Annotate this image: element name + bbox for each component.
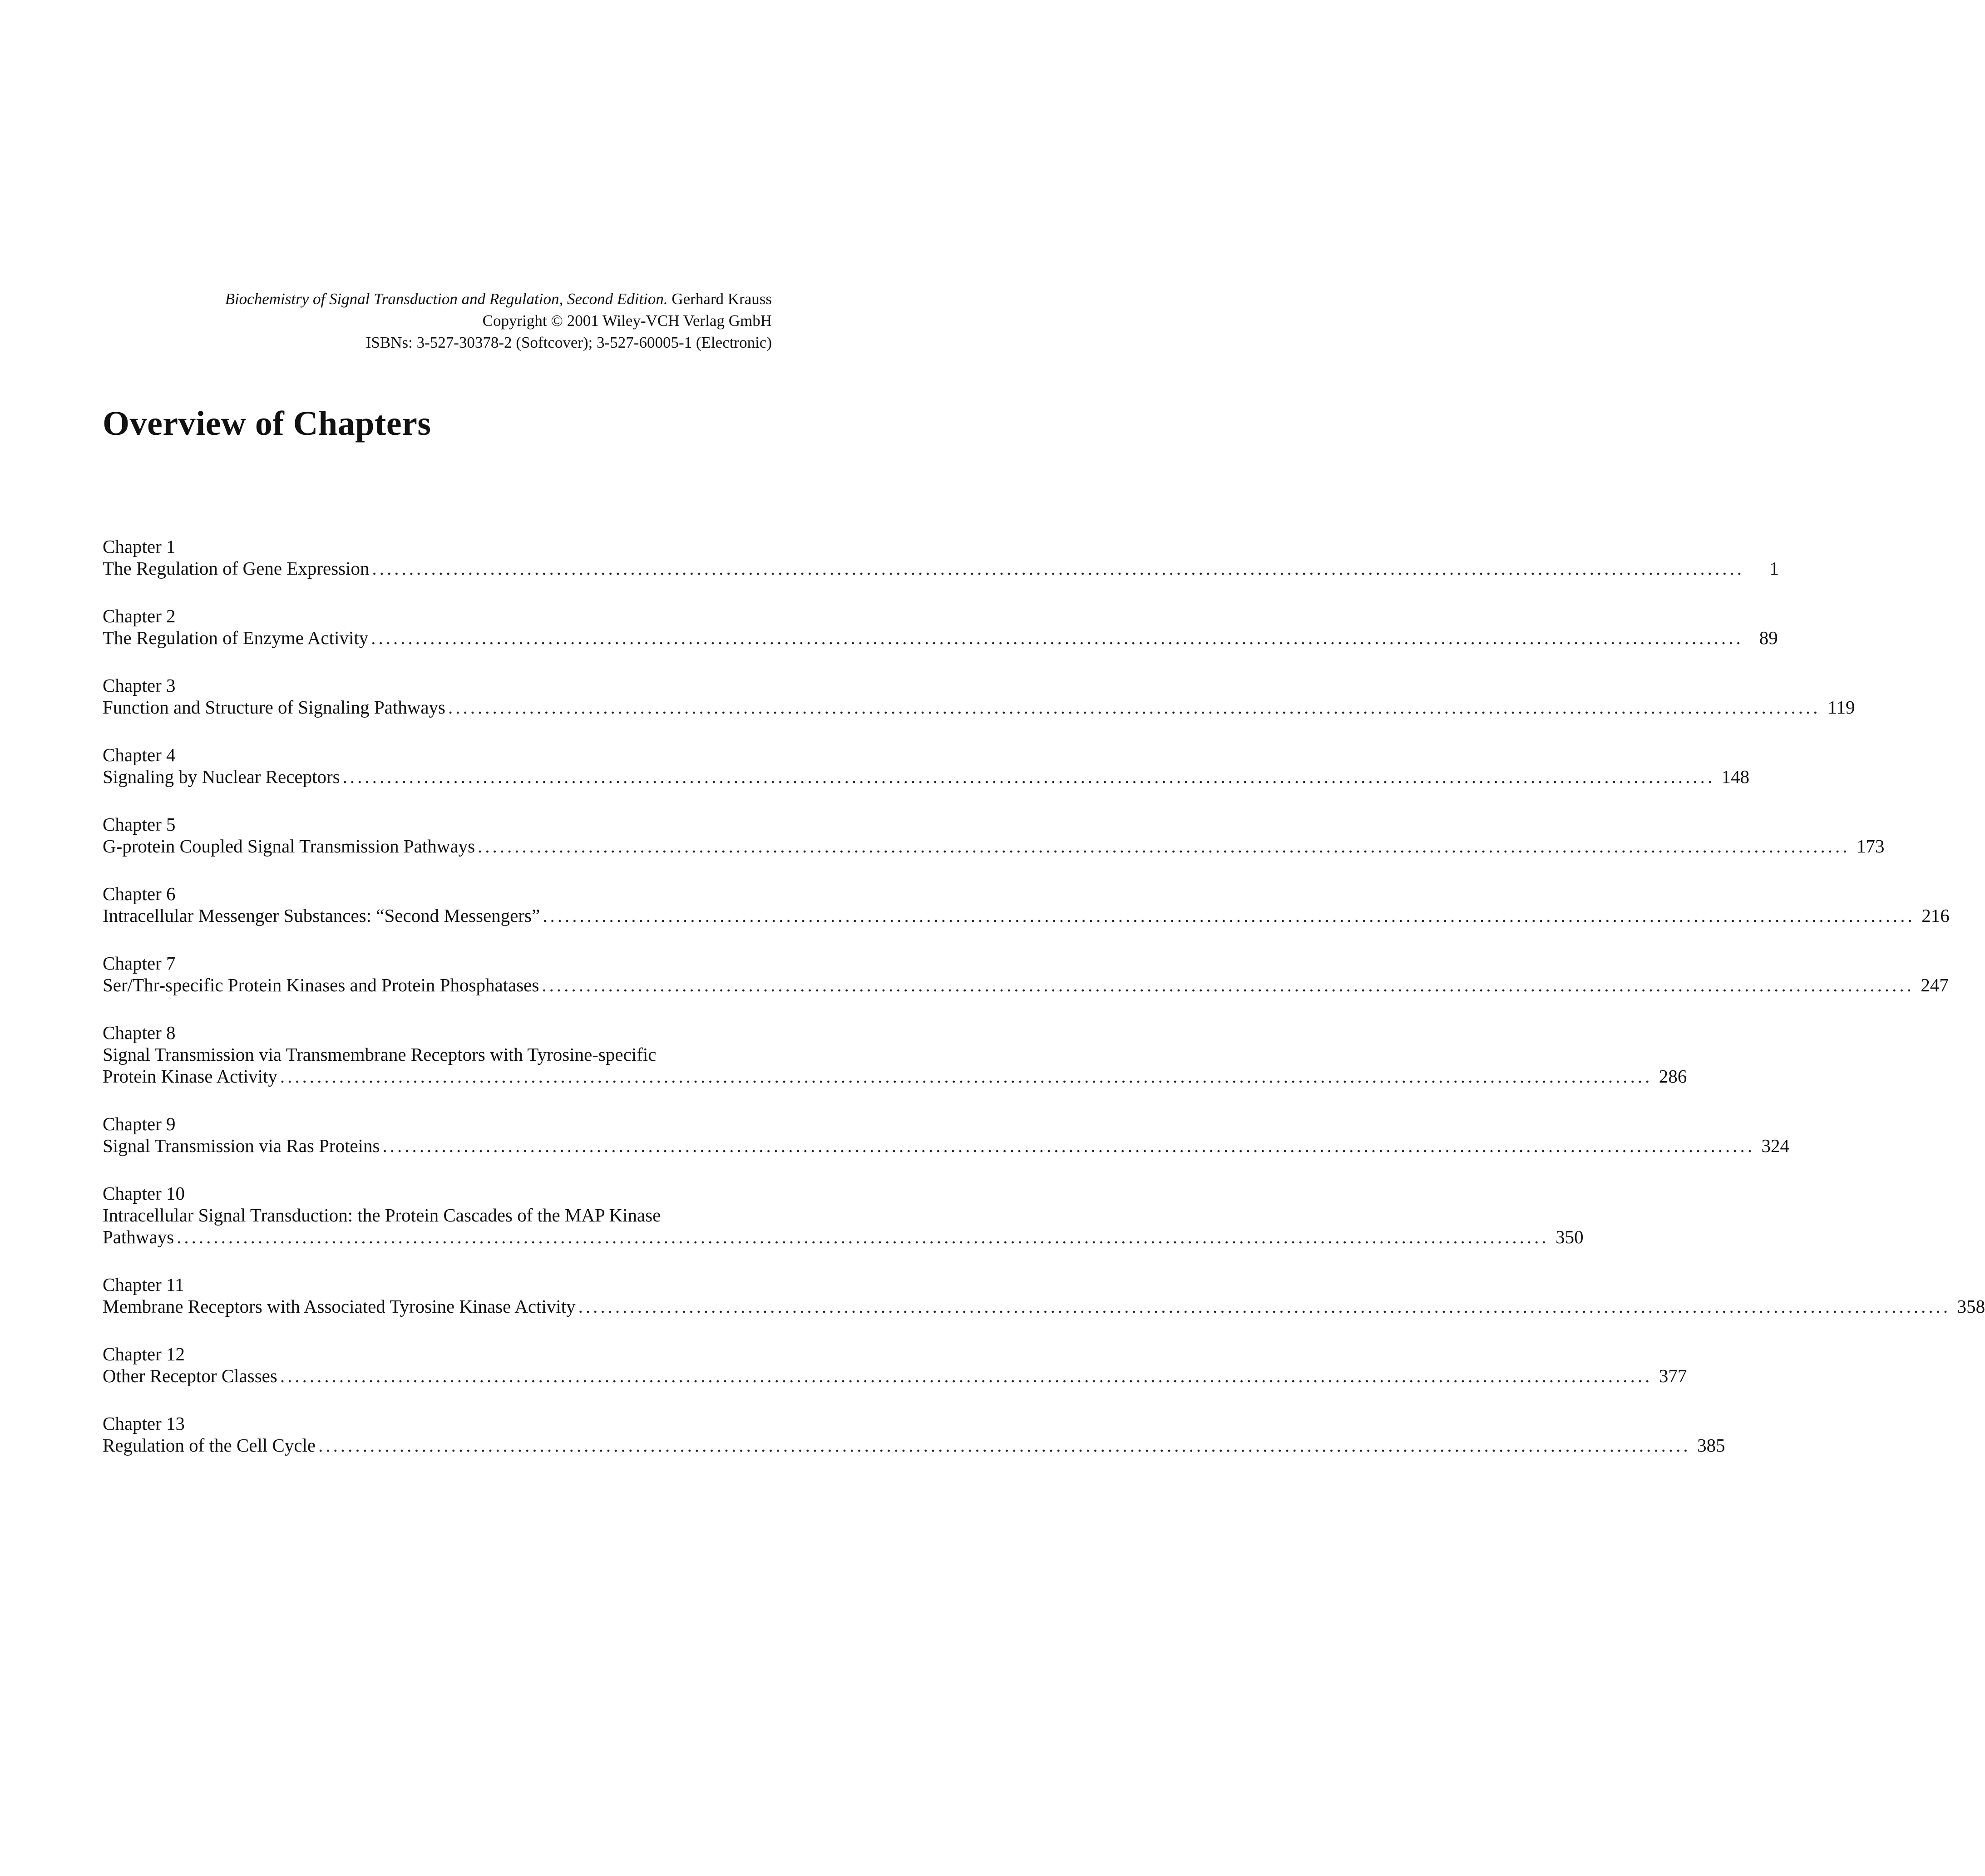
isbn-line: ISBNs: 3-527-30378-2 (Softcover); 3-527-60005-1 (Electronic) [365,334,772,351]
dot-leader: .......................................................................................................................................................................................... [372,558,1745,579]
toc-line [103,627,1778,649]
dot-leader: .......................................................................................................................................................................................... [542,975,1914,995]
book-title: Biochemistry of Signal Transduction and Regulation, Second Edition. [225,290,668,308]
page-number: 350 [1555,1226,1584,1247]
page-number: 324 [1761,1135,1790,1156]
chapter-label: Chapter 1 [103,536,176,557]
toc-entry-chapter-6 [103,883,1950,952]
toc-line [103,1434,1725,1456]
toc-entry-chapter-3 [103,675,1855,744]
chapter-title-line-2: Pathways [103,1226,174,1247]
toc-line [103,1365,1687,1387]
toc-line [103,557,1779,579]
toc-line [103,696,1855,718]
toc-entry-chapter-2 [103,605,1778,675]
dot-leader: .......................................................................................................................................................................................... [177,1226,1549,1247]
chapter-title: Function and Structure of Signaling Pathways [103,697,445,718]
chapter-title: G-protein Coupled Signal Transmission Pathways [103,836,475,857]
dot-leader: .......................................................................................................................................................................................... [382,1135,1755,1156]
toc-entry-chapter-12 [103,1343,1687,1413]
chapter-label: Chapter 7 [103,953,176,974]
page-number: 358 [1957,1296,1985,1317]
page-number: 377 [1659,1365,1687,1386]
toc-entry-chapter-5 [103,813,1885,883]
dot-leader: .......................................................................................................................................................................................... [371,627,1743,648]
toc-line [103,1135,1790,1157]
chapter-label: Chapter 6 [103,883,176,904]
chapter-title: Intracellular Messenger Substances: “Second Messengers” [103,905,540,926]
chapter-label: Chapter 10 [103,1183,185,1204]
chapter-title: Signaling by Nuclear Receptors [103,766,340,787]
toc-entry-chapter-7 [103,952,1949,1022]
dot-leader: .......................................................................................................................................................................................... [478,836,1850,857]
chapter-title: Signal Transmission via Ras Proteins [103,1135,380,1156]
chapter-label: Chapter 5 [103,814,176,835]
toc-entry-chapter-10 [103,1182,1584,1274]
chapter-title: Regulation of the Cell Cycle [103,1435,316,1456]
dot-leader: .......................................................................................................................................................................................... [280,1365,1653,1386]
dot-leader: .......................................................................................................................................................................................... [543,905,1915,926]
dot-leader: .......................................................................................................................................................................................... [448,697,1821,718]
chapter-title: The Regulation of Gene Expression [103,558,370,579]
header-title-line [209,288,772,310]
page-number: 119 [1827,697,1855,718]
toc-line [103,1065,1687,1087]
chapter-title-line-1: Signal Transmission via Transmembrane Receptors with Tyrosine-specific [103,1044,657,1065]
dot-leader: .......................................................................................................................................................................................... [318,1435,1691,1456]
page-number: 385 [1697,1435,1725,1456]
page-number: 148 [1721,766,1750,787]
toc-line [103,766,1750,788]
toc-entry-chapter-9 [103,1113,1790,1182]
toc-entry-chapter-4 [103,744,1750,813]
book-header [209,288,772,354]
chapter-label: Chapter 3 [103,675,176,696]
chapter-title-line-1: Intracellular Signal Transduction: the Protein Cascades of the MAP Kinase [103,1205,661,1226]
toc-entry-chapter-1 [103,536,1779,605]
dot-leader: .......................................................................................................................................................................................... [578,1296,1951,1317]
toc-line [103,835,1885,857]
page-number: 286 [1659,1066,1687,1087]
page-number: 89 [1759,627,1778,648]
chapter-label: Chapter 9 [103,1113,176,1134]
page-number: 247 [1921,975,1949,995]
toc-line [103,1295,1985,1317]
chapter-label: Chapter 13 [103,1413,185,1434]
page-number: 1 [1769,558,1779,579]
copyright-line: Copyright © 2001 Wiley-VCH Verlag GmbH [482,312,772,330]
toc-line [103,905,1950,926]
chapter-title: Ser/Thr-specific Protein Kinases and Protein Phosphatases [103,975,539,995]
dot-leader: .......................................................................................................................................................................................... [342,766,1715,787]
chapter-label: Chapter 4 [103,744,176,765]
author-name: Gerhard Krauss [672,290,772,308]
chapter-label: Chapter 11 [103,1274,184,1295]
toc-entry-chapter-8 [103,1022,1687,1113]
page-number: 216 [1921,905,1950,926]
chapter-label: Chapter 12 [103,1344,185,1364]
chapter-title: Membrane Receptors with Associated Tyrosine Kinase Activity [103,1296,576,1317]
page-number: 173 [1857,836,1885,857]
toc-entry-chapter-11 [103,1274,1985,1343]
page-title: Overview of Chapters [103,404,431,443]
chapter-label: Chapter 2 [103,606,176,626]
toc-line [103,1226,1584,1248]
toc-line [103,974,1949,996]
chapter-title: Other Receptor Classes [103,1365,277,1386]
chapter-title-line-2: Protein Kinase Activity [103,1066,277,1087]
dot-leader: .......................................................................................................................................................................................... [280,1066,1653,1087]
toc-entry-chapter-13 [103,1413,1725,1482]
chapter-label: Chapter 8 [103,1022,176,1043]
chapter-title: The Regulation of Enzyme Activity [103,627,369,648]
table-of-contents [103,536,1985,1482]
